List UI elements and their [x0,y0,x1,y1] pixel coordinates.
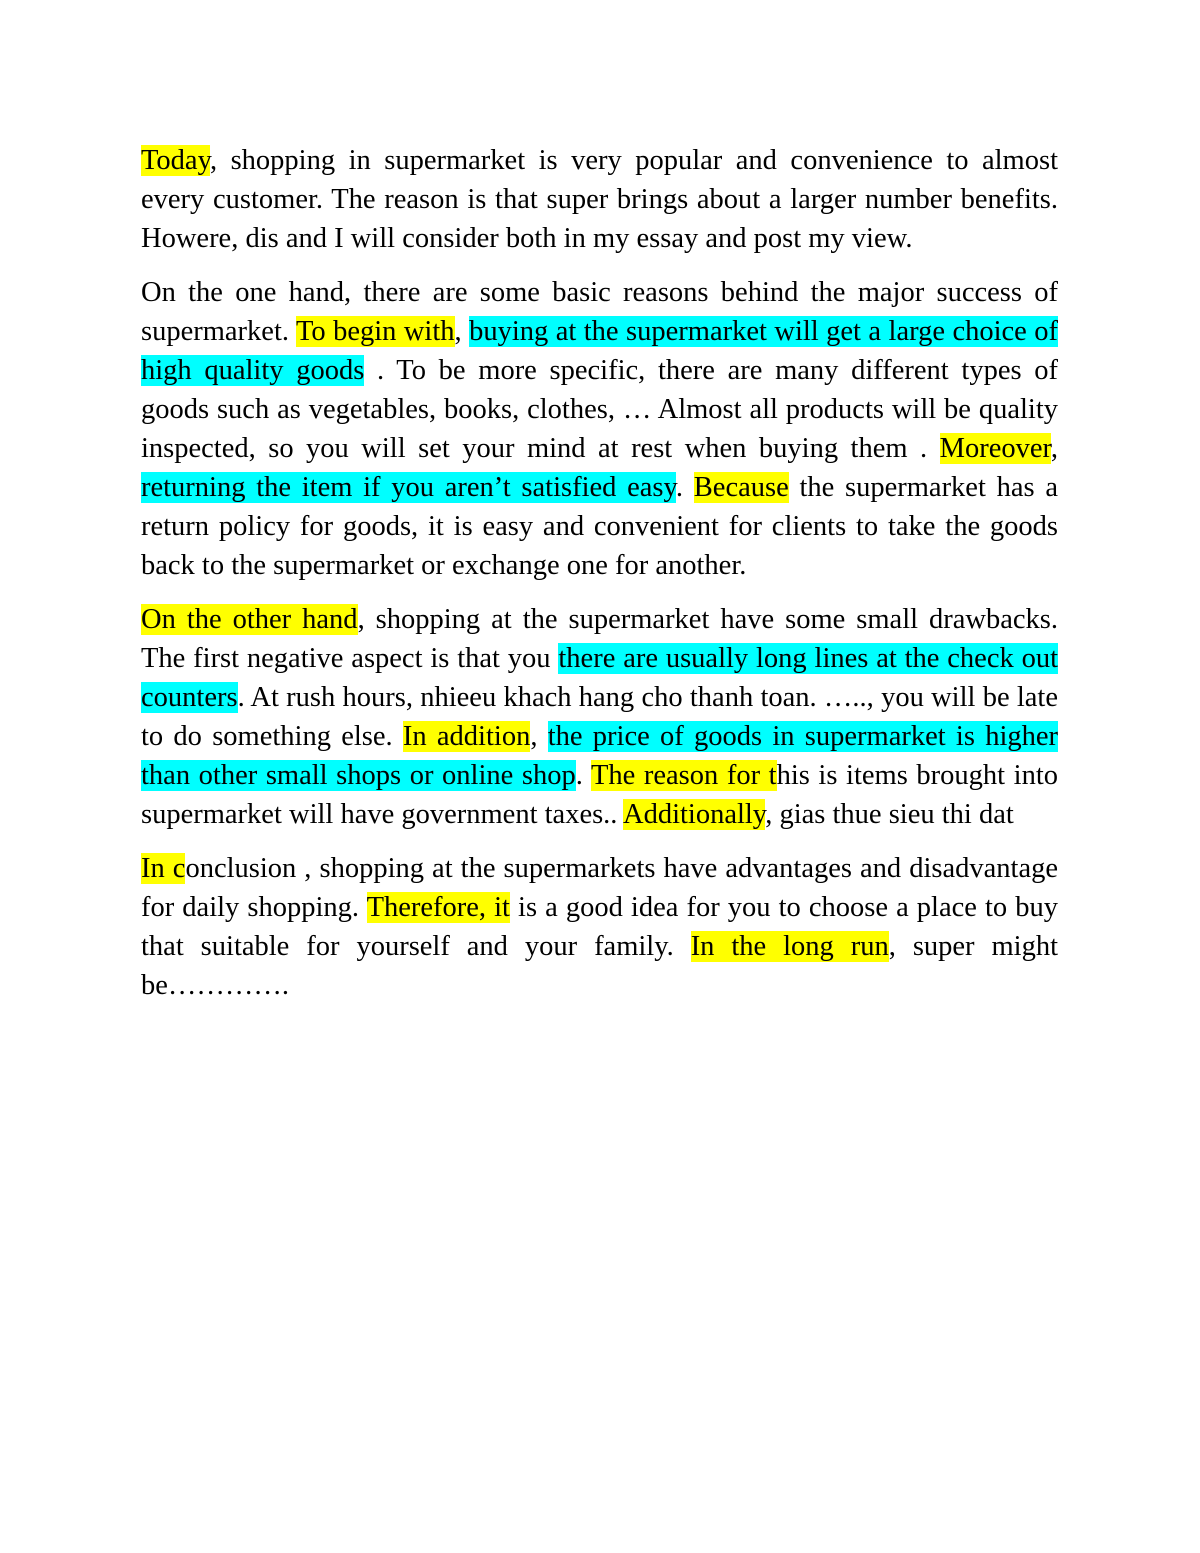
text-run: , [454,316,470,347]
highlighted-sentence: there are usually long lines at the check out counters [141,643,1058,713]
text-run: , shopping at the supermarket have some small drawbacks. The first negative aspect is that you [141,604,1058,674]
text-run: . To be more specific, there are many different types of goods such as vegetables, books, clothes, … Almost all products will be quality inspected, so you will set your mind at rest when buying them . [141,355,1058,464]
text-run: , [530,721,548,752]
text-run: his is items brought into supermarket will have government taxes.. [141,760,1058,830]
text-run: . At rush hours, nhieeu khach hang cho thanh toan. ….., you will be late to do something else. [141,682,1058,752]
essay-body [141,141,1058,1020]
text-run: . [675,472,694,503]
highlighted-sentence: buying at the supermarket will get a large choice of high quality goods [141,316,1059,386]
highlighted-phrase: In c [141,853,186,884]
paragraph-conclusion [141,849,1058,1005]
text-run: onclusion , shopping at the supermarkets have advantages and disadvantage for daily shopping. [141,853,1058,923]
highlighted-phrase: On the other hand [141,604,358,635]
highlighted-phrase: In addition [402,721,531,752]
highlighted-phrase: To begin with [295,316,455,347]
highlighted-phrase: The reason for t [590,760,777,791]
paragraph-disadvantages [141,600,1058,834]
text-run: , super might be…………. [141,931,1059,1001]
text-run: On the one hand, there are some basic reasons behind the major success of supermarket. [141,277,1058,347]
highlighted-phrase: In the long run [690,931,889,962]
highlighted-phrase: Therefore, it [366,892,510,923]
text-run: , gias thue sieu thi dat [765,799,1014,830]
text-run: is a good idea for you to choose a place to buy that suitable for yourself and your family. [141,892,1058,962]
paragraph-intro [141,141,1058,258]
highlighted-phrase: Additionally [622,799,766,830]
text-run: , shopping in supermarket is very popular and convenience to almost every customer. The reason is that super brings about a larger number benefits. Howere, dis and I will consider both in my essay and post my view. [141,145,1058,254]
paragraph-advantages [141,273,1058,585]
highlighted-sentence: returning the item if you aren’t satisfied easy [141,472,676,503]
highlighted-sentence: the price of goods in supermarket is higher than other small shops or online shop [141,721,1059,791]
highlighted-phrase: Today [141,145,210,176]
highlighted-phrase: Because [693,472,789,503]
text-run: . [575,760,591,791]
text-run: , [1050,433,1058,464]
text-run: the supermarket has a return policy for goods, it is easy and convenient for clients to take the goods back to the supermarket or exchange one for another. [141,472,1058,581]
highlighted-phrase: Moreover [939,433,1051,464]
